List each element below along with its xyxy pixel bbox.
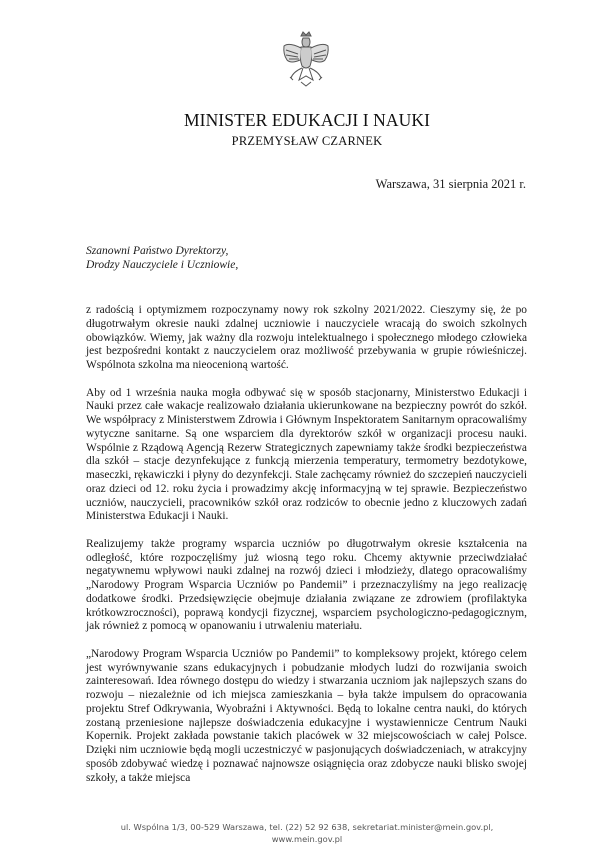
letter-footer: [0, 821, 614, 845]
salutation: [86, 244, 238, 272]
letterhead-subtitle: PRZEMYSŁAW CZARNEK: [231, 134, 383, 148]
salutation-line-1: Szanowni Państwo Dyrektorzy,: [86, 245, 229, 257]
body-paragraph-1: z radością i optymizmem rozpoczynamy nowy rok szkolny 2021/2022. Cieszymy się, że po długotrwałym okresie nauki zdalnej uczniowie i nauczyciele wracają do swoich szkolnych obowiązków. Wiemy, jak ważny dla rozwoju intelektualnego i społecznego młodego człowieka jest bezpośredni kontakt z nauczycielem oraz możliwość przebywania w grupie rówieśniczej. Wspólnota szkolna ma nieocenioną wartość.: [86, 304, 527, 371]
footer-address: ul. Wspólna 1/3, 00-529 Warszawa, tel. (22) 52 92 638, sekretariat.minister@mein.gov.pl,: [120, 822, 494, 832]
body-paragraph-2: Aby od 1 września nauka mogła odbywać się w sposób stacjonarny, Ministerstwo Edukacji i Nauki przez całe wakacje realizowało działania ukierunkowane na bezpieczny powrót do szkół. We współpracy z Ministerstwem Zdrowia i Głównym Inspektoratem Sanitarnym opracowaliśmy wytyczne sanitarne. Są one wsparciem dla dyrektorów szkół w organizacji procesu nauki. Wspólnie z Rządową Agencją Rezerw Strategicznych zapewniamy także środki bezpieczeństwa dla szkół – stacje dezynfekujące z funkcją mierzenia temperatury, termometry bezdotykowe, maseczki, rękawiczki i płyny do dezynfekcji. Stale zachęcamy również do szczepień nauczycieli oraz dzieci od 12. roku życia i prowadzimy akcję informacyjną w tej sprawie. Bezpieczeństwo uczniów, nauczycieli, pracowników szkół oraz rodziców to obecnie jedno z kluczowych zadań Ministerstwa Edukacji i Nauki.: [86, 386, 528, 523]
letterhead-title: MINISTER EDUKACJI I NAUKI: [183, 110, 431, 130]
letter-date: Warszawa, 31 sierpnia 2021 r.: [375, 177, 526, 191]
salutation-line-2: Drodzy Nauczyciele i Uczniowie,: [86, 259, 239, 271]
body-paragraph-4: „Narodowy Program Wsparcia Uczniów po Pandemii” to kompleksowy projekt, którego celem jest wyrównywanie szans edukacyjnych i pobudzanie młodych ludzi do rozwijania swoich zainteresowań. Idea równego dostępu do wiedzy i stwarzania uczniom jak najlepszych szans do rozwoju – niezależnie od ich miejsca zamieszkania – była także impulsem do opracowania projektu Stref Odkrywania, Wyobraźni i Aktywności. Będą to lokalne centra nauki, do których zostaną przeniesione najlepsze doświadczenia edukacyjne i wystawiennicze Centrum Nauki Kopernik. Projekt zakłada powstanie takich placówek w 32 miejscowościach w całej Polsce. Dzięki nim uczniowie będą mogli uczestniczyć w pasjonujących doświadczeniach, w atrakcyjny sposób zdobywać wiedzę i poznawać najnowsze osiągnięcia oraz zdobycze nauki blisko swojej szkoły, a także miejsca: [86, 647, 527, 784]
letter-body: [86, 304, 527, 799]
body-paragraph-3: Realizujemy także programy wsparcia uczniów po długotrwałym okresie kształcenia na odległość, które rozpoczęliśmy już wiosną tego roku. Chcemy aktywnie przeciwdziałać negatywnemu wpływowi nauki zdalnej na rozwój dzieci i młodzieży, dlatego opracowaliśmy „Narodowy Program Wsparcia Uczniów po Pandemii” i przeznaczyliśmy na jego realizację dodatkowe środki. Przedsięwzięcie obejmuje działania związane ze zdrowiem (profilaktyka krótkowzroczności), poprawą kondycji fizycznej, wsparciem psychologiczno-pedagogicznym, jak również z pomocą w opanowaniu i utrwaleniu materiału.: [86, 537, 527, 633]
footer-website: www.mein.gov.pl: [271, 834, 343, 844]
polish-eagle-emblem-icon: [281, 30, 331, 90]
